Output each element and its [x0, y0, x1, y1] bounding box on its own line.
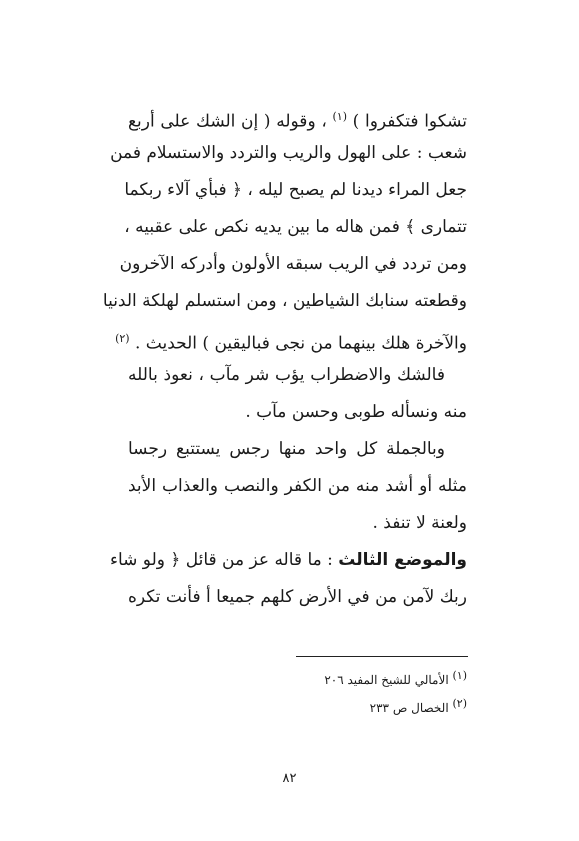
text-segment: والآخرة هلك بينهما من نجى فباليقين ) الحديث . — [134, 333, 467, 354]
main-text — [102, 98, 467, 616]
footnote-text: الأمالي للشيخ المفيد ٢٠٦ — [324, 673, 449, 687]
text-line: وقطعته سنابك الشياطين ، ومن استسلم لهلكة الدنيا — [102, 291, 467, 311]
footnote-text: الخصال ص ٢٣٣ — [369, 701, 449, 715]
page-number: ٨٢ — [282, 771, 297, 786]
text-line: شعب : على الهول والريب والتردد والاستسلام فمن — [110, 143, 467, 163]
text-line: فالشك والاضطراب يؤب شر مآب ، نعوذ بالله — [128, 365, 445, 385]
footnote-marker: (٢) — [115, 332, 130, 345]
text-segment: : ما قاله عز من قائل ﴿ ولو شاء — [109, 550, 333, 570]
footnote-number: (٢) — [452, 697, 467, 710]
text-line — [115, 320, 467, 357]
text-line: ومن تردد في الريب سبقه الأولون وأدركه الآخرون — [119, 254, 467, 274]
section-heading: والموضع الثالث — [338, 550, 467, 570]
text-line — [128, 98, 467, 135]
footnote-number: (١) — [452, 669, 467, 682]
footnote-marker: (١) — [332, 110, 347, 123]
text-line: تتمارى ﴾ فمن هاله ما بين يديه نكص على عقبيه ، — [124, 217, 467, 237]
footnote-divider — [296, 656, 468, 657]
text-segment: تشكوا فتكفروا ) — [352, 111, 467, 132]
text-line: وبالجملة كل واحد منها رجس يستتبع رجسا — [128, 439, 445, 459]
text-segment: ، وقوله ( إن الشك على أربع — [128, 111, 327, 132]
text-line: جعل المراء ديدنا لم يصبح ليله ، ﴿ فبأي آلاء ربكما — [124, 180, 467, 200]
text-line: ربك لآمن من في الأرض كلهم جميعا أ فأنت تكره — [128, 587, 467, 607]
text-line: ولعنة لا تنفذ . — [372, 513, 467, 533]
text-line: مثله أو أشد منه من الكفر والنصب والعذاب الأبد — [128, 476, 467, 496]
text-line: منه ونسأله طوبى وحسن مآب . — [245, 402, 467, 422]
footnotes — [324, 662, 467, 718]
footnote — [324, 662, 467, 690]
footnote — [324, 690, 467, 718]
text-line — [109, 542, 467, 579]
